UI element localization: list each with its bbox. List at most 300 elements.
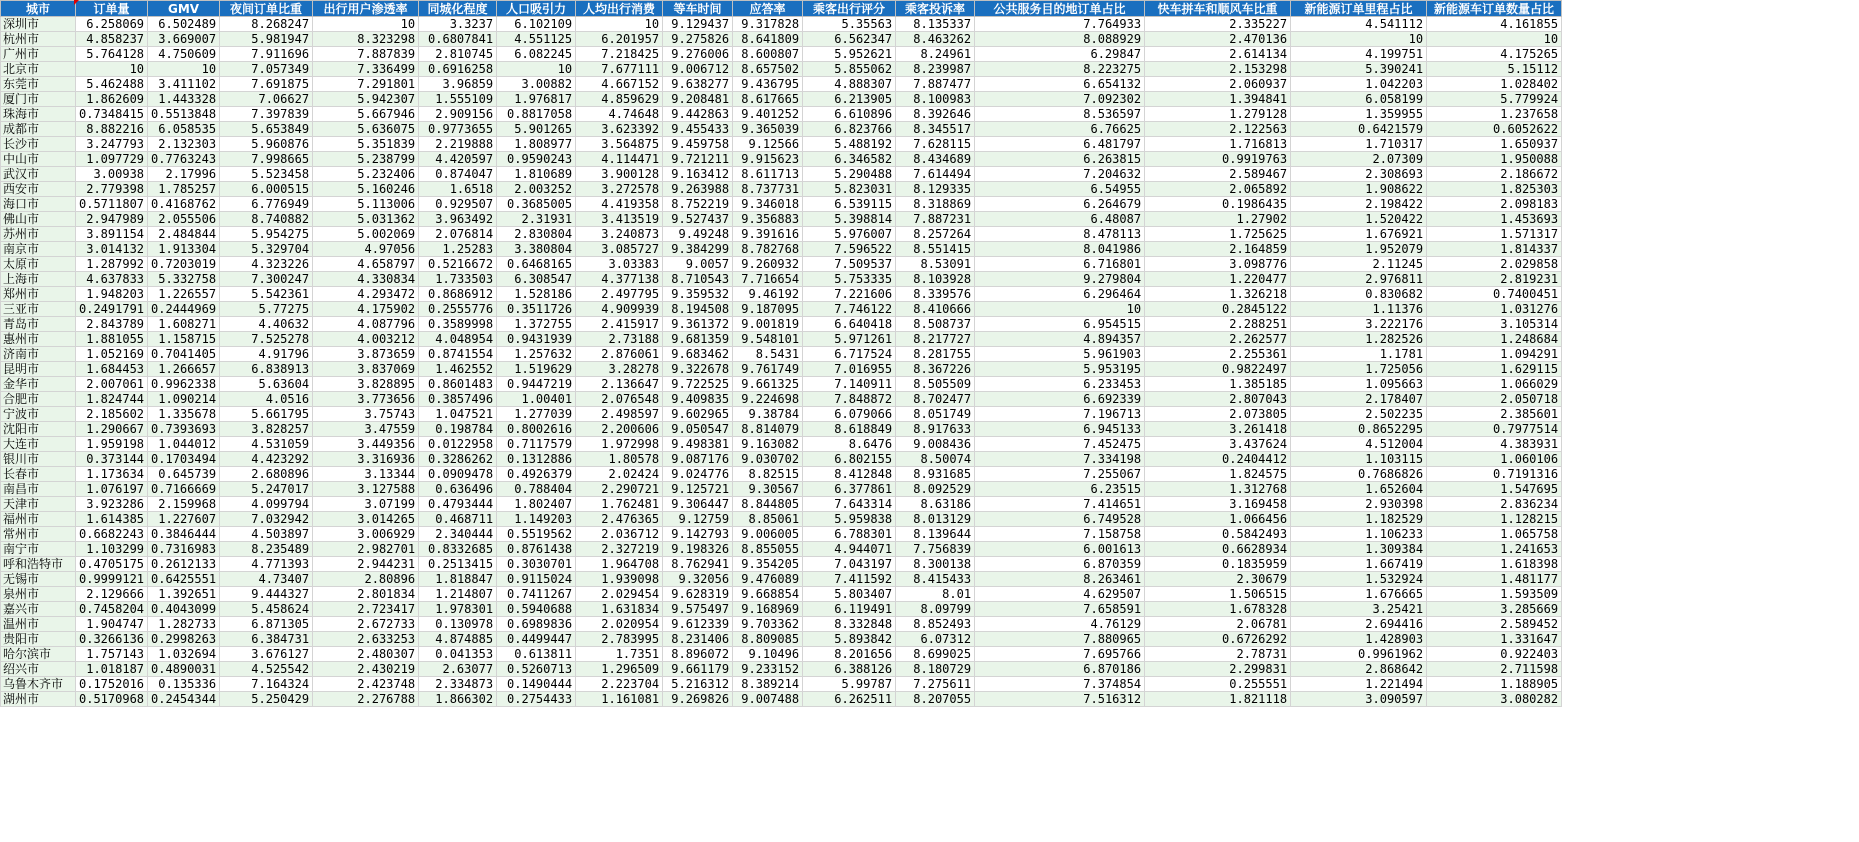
value-cell[interactable]: 9.322678 xyxy=(663,362,733,377)
value-cell[interactable]: 6.76625 xyxy=(975,122,1145,137)
value-cell[interactable]: 0.6916258 xyxy=(419,62,497,77)
value-cell[interactable]: 0.874047 xyxy=(419,167,497,182)
value-cell[interactable]: 1.964708 xyxy=(576,557,663,572)
value-cell[interactable]: 2.290721 xyxy=(576,482,663,497)
value-cell[interactable]: 2.07309 xyxy=(1291,152,1427,167)
value-cell[interactable]: 9.050547 xyxy=(663,422,733,437)
value-cell[interactable]: 7.691875 xyxy=(220,77,313,92)
value-cell[interactable]: 1.453693 xyxy=(1427,212,1562,227)
value-cell[interactable]: 0.5170968 xyxy=(76,692,148,707)
value-cell[interactable]: 2.076548 xyxy=(576,392,663,407)
value-cell[interactable]: 5.667946 xyxy=(313,107,419,122)
value-cell[interactable]: 5.329704 xyxy=(220,242,313,257)
value-cell[interactable]: 0.9919763 xyxy=(1145,152,1291,167)
value-cell[interactable]: 1.506515 xyxy=(1145,587,1291,602)
value-cell[interactable]: 7.334198 xyxy=(975,452,1145,467)
value-cell[interactable]: 2.982701 xyxy=(313,542,419,557)
value-cell[interactable]: 5.160246 xyxy=(313,182,419,197)
city-cell[interactable]: 郑州市 xyxy=(1,287,76,302)
city-cell[interactable]: 大连市 xyxy=(1,437,76,452)
value-cell[interactable]: 2.633253 xyxy=(313,632,419,647)
value-cell[interactable]: 2.219888 xyxy=(419,137,497,152)
value-cell[interactable]: 8.194508 xyxy=(663,302,733,317)
value-cell[interactable]: 6.058199 xyxy=(1291,92,1427,107)
value-cell[interactable]: 3.105314 xyxy=(1427,317,1562,332)
column-header-4[interactable]: 出行用户渗透率 xyxy=(313,1,419,17)
value-cell[interactable]: 0.6726292 xyxy=(1145,632,1291,647)
value-cell[interactable]: 5.002069 xyxy=(313,227,419,242)
value-cell[interactable]: 2.122563 xyxy=(1145,122,1291,137)
value-cell[interactable]: 8.657502 xyxy=(733,62,803,77)
value-cell[interactable]: 0.636496 xyxy=(419,482,497,497)
value-cell[interactable]: 1.326218 xyxy=(1145,287,1291,302)
value-cell[interactable]: 0.8652295 xyxy=(1291,422,1427,437)
value-cell[interactable]: 8.508737 xyxy=(896,317,975,332)
value-cell[interactable]: 6.54955 xyxy=(975,182,1145,197)
value-cell[interactable]: 1.821118 xyxy=(1145,692,1291,707)
value-cell[interactable]: 1.814337 xyxy=(1427,242,1562,257)
value-cell[interactable]: 7.016955 xyxy=(803,362,896,377)
city-cell[interactable]: 珠海市 xyxy=(1,107,76,122)
value-cell[interactable]: 9.703362 xyxy=(733,617,803,632)
value-cell[interactable]: 3.923286 xyxy=(76,497,148,512)
value-cell[interactable]: 5.753335 xyxy=(803,272,896,287)
value-cell[interactable]: 8.463262 xyxy=(896,32,975,47)
value-cell[interactable]: 7.196713 xyxy=(975,407,1145,422)
value-cell[interactable]: 2.076814 xyxy=(419,227,497,242)
value-cell[interactable]: 9.38784 xyxy=(733,407,803,422)
value-cell[interactable]: 2.31931 xyxy=(497,212,576,227)
value-cell[interactable]: 1.824744 xyxy=(76,392,148,407)
value-cell[interactable]: 8.814079 xyxy=(733,422,803,437)
value-cell[interactable]: 9.260932 xyxy=(733,257,803,272)
value-cell[interactable]: 0.4705175 xyxy=(76,557,148,572)
value-cell[interactable]: 8.641809 xyxy=(733,32,803,47)
city-cell[interactable]: 温州市 xyxy=(1,617,76,632)
value-cell[interactable]: 6.233453 xyxy=(975,377,1145,392)
value-cell[interactable]: 2.159968 xyxy=(148,497,220,512)
value-cell[interactable]: 0.5260713 xyxy=(497,662,576,677)
value-cell[interactable]: 6.640418 xyxy=(803,317,896,332)
value-cell[interactable]: 8.762941 xyxy=(663,557,733,572)
city-cell[interactable]: 泉州市 xyxy=(1,587,76,602)
value-cell[interactable]: 9.275826 xyxy=(663,32,733,47)
value-cell[interactable]: 3.261418 xyxy=(1145,422,1291,437)
value-cell[interactable]: 5.250429 xyxy=(220,692,313,707)
value-cell[interactable]: 1.1781 xyxy=(1291,347,1427,362)
value-cell[interactable]: 9.455433 xyxy=(663,122,733,137)
value-cell[interactable]: 6.264679 xyxy=(975,197,1145,212)
value-cell[interactable]: 8.896072 xyxy=(663,647,733,662)
value-cell[interactable]: 2.164859 xyxy=(1145,242,1291,257)
value-cell[interactable]: 0.8817058 xyxy=(497,107,576,122)
value-cell[interactable]: 2.80896 xyxy=(313,572,419,587)
value-cell[interactable]: 0.2491791 xyxy=(76,302,148,317)
value-cell[interactable]: 0.2444969 xyxy=(148,302,220,317)
value-cell[interactable]: 8.505509 xyxy=(896,377,975,392)
value-cell[interactable]: 1.881055 xyxy=(76,332,148,347)
value-cell[interactable]: 6.870186 xyxy=(975,662,1145,677)
value-cell[interactable]: 9.628319 xyxy=(663,587,733,602)
value-cell[interactable]: 4.199751 xyxy=(1291,47,1427,62)
value-cell[interactable]: 8.217727 xyxy=(896,332,975,347)
value-cell[interactable]: 2.480307 xyxy=(313,647,419,662)
value-cell[interactable]: 2.801834 xyxy=(313,587,419,602)
value-cell[interactable]: 7.411592 xyxy=(803,572,896,587)
value-cell[interactable]: 6.001613 xyxy=(975,542,1145,557)
value-cell[interactable]: 3.07199 xyxy=(313,497,419,512)
value-cell[interactable]: 5.971261 xyxy=(803,332,896,347)
value-cell[interactable]: 4.175902 xyxy=(313,302,419,317)
value-cell[interactable]: 1.908622 xyxy=(1291,182,1427,197)
value-cell[interactable]: 2.843789 xyxy=(76,317,148,332)
value-cell[interactable]: 2.335227 xyxy=(1145,17,1291,32)
value-cell[interactable]: 5.893842 xyxy=(803,632,896,647)
value-cell[interactable]: 0.9447219 xyxy=(497,377,576,392)
value-cell[interactable]: 6.562347 xyxy=(803,32,896,47)
value-cell[interactable]: 1.571317 xyxy=(1427,227,1562,242)
value-cell[interactable]: 0.5216672 xyxy=(419,257,497,272)
value-cell[interactable]: 9.661179 xyxy=(663,662,733,677)
value-cell[interactable]: 2.385601 xyxy=(1427,407,1562,422)
value-cell[interactable]: 7.397839 xyxy=(220,107,313,122)
value-cell[interactable]: 2.178407 xyxy=(1291,392,1427,407)
city-cell[interactable]: 杭州市 xyxy=(1,32,76,47)
value-cell[interactable]: 7.336499 xyxy=(313,62,419,77)
value-cell[interactable]: 7.032942 xyxy=(220,512,313,527)
value-cell[interactable]: 1.802407 xyxy=(497,497,576,512)
value-cell[interactable]: 2.470136 xyxy=(1145,32,1291,47)
value-cell[interactable]: 9.269826 xyxy=(663,692,733,707)
value-cell[interactable]: 5.976007 xyxy=(803,227,896,242)
value-cell[interactable]: 1.392651 xyxy=(148,587,220,602)
value-cell[interactable]: 1.762481 xyxy=(576,497,663,512)
value-cell[interactable]: 7.848872 xyxy=(803,392,896,407)
value-cell[interactable]: 1.862609 xyxy=(76,92,148,107)
value-cell[interactable]: 6.788301 xyxy=(803,527,896,542)
value-cell[interactable]: 9.263988 xyxy=(663,182,733,197)
value-cell[interactable]: 5.332758 xyxy=(148,272,220,287)
value-cell[interactable]: 3.669007 xyxy=(148,32,220,47)
value-cell[interactable]: 4.377138 xyxy=(576,272,663,287)
value-cell[interactable]: 0.788404 xyxy=(497,482,576,497)
value-cell[interactable]: 9.361372 xyxy=(663,317,733,332)
value-cell[interactable]: 7.658591 xyxy=(975,602,1145,617)
value-cell[interactable]: 5.216312 xyxy=(663,677,733,692)
city-cell[interactable]: 青岛市 xyxy=(1,317,76,332)
value-cell[interactable]: 1.825303 xyxy=(1427,182,1562,197)
value-cell[interactable]: 0.5711807 xyxy=(76,197,148,212)
value-cell[interactable]: 9.187095 xyxy=(733,302,803,317)
value-cell[interactable]: 9.142793 xyxy=(663,527,733,542)
value-cell[interactable]: 0.468711 xyxy=(419,512,497,527)
value-cell[interactable]: 3.449356 xyxy=(313,437,419,452)
value-cell[interactable]: 1.443328 xyxy=(148,92,220,107)
value-cell[interactable]: 4.771393 xyxy=(220,557,313,572)
value-cell[interactable]: 5.390241 xyxy=(1291,62,1427,77)
value-cell[interactable]: 1.7351 xyxy=(576,647,663,662)
value-cell[interactable]: 4.525542 xyxy=(220,662,313,677)
value-cell[interactable]: 7.596522 xyxy=(803,242,896,257)
value-cell[interactable]: 3.222176 xyxy=(1291,317,1427,332)
column-header-15[interactable]: 新能源车订单数量占比 xyxy=(1427,1,1562,17)
value-cell[interactable]: 1.520422 xyxy=(1291,212,1427,227)
value-cell[interactable]: 1.312768 xyxy=(1145,482,1291,497)
value-cell[interactable]: 7.374854 xyxy=(975,677,1145,692)
value-cell[interactable]: 1.103115 xyxy=(1291,452,1427,467)
value-cell[interactable]: 2.02424 xyxy=(576,467,663,482)
city-cell[interactable]: 上海市 xyxy=(1,272,76,287)
value-cell[interactable]: 0.9773655 xyxy=(419,122,497,137)
value-cell[interactable]: 8.882216 xyxy=(76,122,148,137)
value-cell[interactable]: 2.136647 xyxy=(576,377,663,392)
value-cell[interactable]: 1.149203 xyxy=(497,512,576,527)
value-cell[interactable]: 6.871305 xyxy=(220,617,313,632)
value-cell[interactable]: 0.4890031 xyxy=(148,662,220,677)
value-cell[interactable]: 5.63604 xyxy=(220,377,313,392)
value-cell[interactable]: 2.415917 xyxy=(576,317,663,332)
value-cell[interactable]: 6.23515 xyxy=(975,482,1145,497)
value-cell[interactable]: 9.638277 xyxy=(663,77,733,92)
value-cell[interactable]: 2.185602 xyxy=(76,407,148,422)
value-cell[interactable]: 6.296464 xyxy=(975,287,1145,302)
value-cell[interactable]: 0.7686826 xyxy=(1291,467,1427,482)
value-cell[interactable]: 1.904747 xyxy=(76,617,148,632)
value-cell[interactable]: 3.413519 xyxy=(576,212,663,227)
value-cell[interactable]: 0.8002616 xyxy=(497,422,576,437)
value-cell[interactable]: 1.710317 xyxy=(1291,137,1427,152)
city-cell[interactable]: 沈阳市 xyxy=(1,422,76,437)
value-cell[interactable]: 5.636075 xyxy=(313,122,419,137)
value-cell[interactable]: 4.874885 xyxy=(419,632,497,647)
value-cell[interactable]: 1.335678 xyxy=(148,407,220,422)
value-cell[interactable]: 5.942307 xyxy=(313,92,419,107)
value-cell[interactable]: 7.140911 xyxy=(803,377,896,392)
value-cell[interactable]: 3.411102 xyxy=(148,77,220,92)
value-cell[interactable]: 2.589467 xyxy=(1145,167,1291,182)
value-cell[interactable]: 1.065758 xyxy=(1427,527,1562,542)
value-cell[interactable]: 0.9962338 xyxy=(148,377,220,392)
column-header-5[interactable]: 同城化程度 xyxy=(419,1,497,17)
value-cell[interactable]: 9.233152 xyxy=(733,662,803,677)
city-cell[interactable]: 北京市 xyxy=(1,62,76,77)
value-cell[interactable]: 8.5431 xyxy=(733,347,803,362)
city-cell[interactable]: 惠州市 xyxy=(1,332,76,347)
value-cell[interactable]: 8.103928 xyxy=(896,272,975,287)
value-cell[interactable]: 2.476365 xyxy=(576,512,663,527)
value-cell[interactable]: 7.255067 xyxy=(975,467,1145,482)
value-cell[interactable]: 7.746122 xyxy=(803,302,896,317)
value-cell[interactable]: 8.24961 xyxy=(896,47,975,62)
value-cell[interactable]: 0.0122958 xyxy=(419,437,497,452)
value-cell[interactable]: 0.6052622 xyxy=(1427,122,1562,137)
value-cell[interactable]: 5.238799 xyxy=(313,152,419,167)
value-cell[interactable]: 9.306447 xyxy=(663,497,733,512)
value-cell[interactable]: 2.909156 xyxy=(419,107,497,122)
column-header-14[interactable]: 新能源订单里程占比 xyxy=(1291,1,1427,17)
value-cell[interactable]: 9.498381 xyxy=(663,437,733,452)
value-cell[interactable]: 1.6518 xyxy=(419,182,497,197)
value-cell[interactable]: 1.128215 xyxy=(1427,512,1562,527)
value-cell[interactable]: 2.255361 xyxy=(1145,347,1291,362)
value-cell[interactable]: 1.066456 xyxy=(1145,512,1291,527)
value-cell[interactable]: 1.094291 xyxy=(1427,347,1562,362)
value-cell[interactable]: 4.76129 xyxy=(975,617,1145,632)
value-cell[interactable]: 0.2998263 xyxy=(148,632,220,647)
value-cell[interactable]: 8.223275 xyxy=(975,62,1145,77)
value-cell[interactable]: 9.46192 xyxy=(733,287,803,302)
value-cell[interactable]: 9.008436 xyxy=(896,437,975,452)
value-cell[interactable]: 5.458624 xyxy=(220,602,313,617)
column-header-0[interactable]: 城市 xyxy=(1,1,76,17)
value-cell[interactable]: 0.7393693 xyxy=(148,422,220,437)
value-cell[interactable]: 5.351839 xyxy=(313,137,419,152)
value-cell[interactable]: 0.3685005 xyxy=(497,197,576,212)
value-cell[interactable]: 0.130978 xyxy=(419,617,497,632)
value-cell[interactable]: 5.031362 xyxy=(313,212,419,227)
value-cell[interactable]: 0.8761438 xyxy=(497,542,576,557)
value-cell[interactable]: 3.25421 xyxy=(1291,602,1427,617)
value-cell[interactable]: 1.287992 xyxy=(76,257,148,272)
value-cell[interactable]: 5.99787 xyxy=(803,677,896,692)
value-cell[interactable]: 0.1703494 xyxy=(148,452,220,467)
value-cell[interactable]: 8.235489 xyxy=(220,542,313,557)
value-cell[interactable]: 1.667419 xyxy=(1291,557,1427,572)
value-cell[interactable]: 0.5842493 xyxy=(1145,527,1291,542)
value-cell[interactable]: 3.098776 xyxy=(1145,257,1291,272)
value-cell[interactable]: 0.5513848 xyxy=(148,107,220,122)
value-cell[interactable]: 0.5940688 xyxy=(497,602,576,617)
city-cell[interactable]: 长春市 xyxy=(1,467,76,482)
value-cell[interactable]: 8.699025 xyxy=(896,647,975,662)
value-cell[interactable]: 3.3237 xyxy=(419,17,497,32)
value-cell[interactable]: 2.11245 xyxy=(1291,257,1427,272)
value-cell[interactable]: 8.129335 xyxy=(896,182,975,197)
value-cell[interactable]: 8.478113 xyxy=(975,227,1145,242)
value-cell[interactable]: 5.764128 xyxy=(76,47,148,62)
value-cell[interactable]: 6.308547 xyxy=(497,272,576,287)
value-cell[interactable]: 9.346018 xyxy=(733,197,803,212)
value-cell[interactable]: 6.29847 xyxy=(975,47,1145,62)
value-cell[interactable]: 8.345517 xyxy=(896,122,975,137)
value-cell[interactable]: 1.220477 xyxy=(1145,272,1291,287)
value-cell[interactable]: 3.873659 xyxy=(313,347,419,362)
value-cell[interactable]: 9.030702 xyxy=(733,452,803,467)
value-cell[interactable]: 0.830682 xyxy=(1291,287,1427,302)
value-cell[interactable]: 8.201656 xyxy=(803,647,896,662)
value-cell[interactable]: 4.423292 xyxy=(220,452,313,467)
value-cell[interactable]: 0.2754433 xyxy=(497,692,576,707)
value-cell[interactable]: 0.3846444 xyxy=(148,527,220,542)
city-cell[interactable]: 苏州市 xyxy=(1,227,76,242)
value-cell[interactable]: 5.77275 xyxy=(220,302,313,317)
value-cell[interactable]: 4.420597 xyxy=(419,152,497,167)
value-cell[interactable]: 9.915623 xyxy=(733,152,803,167)
value-cell[interactable]: 2.614134 xyxy=(1145,47,1291,62)
value-cell[interactable]: 7.764933 xyxy=(975,17,1145,32)
value-cell[interactable]: 7.509537 xyxy=(803,257,896,272)
value-cell[interactable]: 7.614494 xyxy=(896,167,975,182)
city-cell[interactable]: 宁波市 xyxy=(1,407,76,422)
value-cell[interactable]: 2.060937 xyxy=(1145,77,1291,92)
value-cell[interactable]: 2.073805 xyxy=(1145,407,1291,422)
value-cell[interactable]: 3.623392 xyxy=(576,122,663,137)
value-cell[interactable]: 8.389214 xyxy=(733,677,803,692)
value-cell[interactable]: 1.042203 xyxy=(1291,77,1427,92)
column-header-1[interactable]: 订单量 xyxy=(76,1,148,17)
value-cell[interactable]: 1.629115 xyxy=(1427,362,1562,377)
value-cell[interactable]: 3.891154 xyxy=(76,227,148,242)
value-cell[interactable]: 2.098183 xyxy=(1427,197,1562,212)
value-cell[interactable]: 2.132303 xyxy=(148,137,220,152)
value-cell[interactable]: 1.785257 xyxy=(148,182,220,197)
value-cell[interactable]: 2.947989 xyxy=(76,212,148,227)
value-cell[interactable]: 2.17996 xyxy=(148,167,220,182)
value-cell[interactable]: 0.2612133 xyxy=(148,557,220,572)
value-cell[interactable]: 6.07312 xyxy=(896,632,975,647)
value-cell[interactable]: 2.055506 xyxy=(148,212,220,227)
value-cell[interactable]: 2.694416 xyxy=(1291,617,1427,632)
city-cell[interactable]: 嘉兴市 xyxy=(1,602,76,617)
value-cell[interactable]: 0.9590243 xyxy=(497,152,576,167)
value-cell[interactable]: 2.810745 xyxy=(419,47,497,62)
value-cell[interactable]: 3.00938 xyxy=(76,167,148,182)
value-cell[interactable]: 6.48087 xyxy=(975,212,1145,227)
value-cell[interactable]: 1.725625 xyxy=(1145,227,1291,242)
value-cell[interactable]: 6.539115 xyxy=(803,197,896,212)
value-cell[interactable]: 9.276006 xyxy=(663,47,733,62)
city-cell[interactable]: 厦门市 xyxy=(1,92,76,107)
value-cell[interactable]: 3.006929 xyxy=(313,527,419,542)
value-cell[interactable]: 2.819231 xyxy=(1427,272,1562,287)
value-cell[interactable]: 8.412848 xyxy=(803,467,896,482)
value-cell[interactable]: 9.129437 xyxy=(663,17,733,32)
value-cell[interactable]: 4.658797 xyxy=(313,257,419,272)
value-cell[interactable]: 6.870359 xyxy=(975,557,1145,572)
value-cell[interactable]: 0.8601483 xyxy=(419,377,497,392)
value-cell[interactable]: 4.858237 xyxy=(76,32,148,47)
value-cell[interactable]: 2.672733 xyxy=(313,617,419,632)
value-cell[interactable]: 8.702477 xyxy=(896,392,975,407)
value-cell[interactable]: 3.75743 xyxy=(313,407,419,422)
value-cell[interactable]: 2.498597 xyxy=(576,407,663,422)
value-cell[interactable]: 5.961903 xyxy=(975,347,1145,362)
city-cell[interactable]: 银川市 xyxy=(1,452,76,467)
value-cell[interactable]: 5.901265 xyxy=(497,122,576,137)
column-header-9[interactable]: 应答率 xyxy=(733,1,803,17)
value-cell[interactable]: 0.613811 xyxy=(497,647,576,662)
value-cell[interactable]: 9.721211 xyxy=(663,152,733,167)
value-cell[interactable]: 5.953195 xyxy=(975,362,1145,377)
value-cell[interactable]: 4.91796 xyxy=(220,347,313,362)
value-cell[interactable]: 4.888307 xyxy=(803,77,896,92)
value-cell[interactable]: 9.384299 xyxy=(663,242,733,257)
value-cell[interactable]: 6.388126 xyxy=(803,662,896,677)
value-cell[interactable]: 9.476089 xyxy=(733,572,803,587)
value-cell[interactable]: 2.711598 xyxy=(1427,662,1562,677)
value-cell[interactable]: 0.6989836 xyxy=(497,617,576,632)
value-cell[interactable]: 10 xyxy=(975,302,1145,317)
value-cell[interactable]: 1.214807 xyxy=(419,587,497,602)
value-cell[interactable]: 4.114471 xyxy=(576,152,663,167)
value-cell[interactable]: 2.334873 xyxy=(419,677,497,692)
value-cell[interactable]: 1.241653 xyxy=(1427,542,1562,557)
value-cell[interactable]: 1.309384 xyxy=(1291,542,1427,557)
value-cell[interactable]: 1.913304 xyxy=(148,242,220,257)
value-cell[interactable]: 3.285669 xyxy=(1427,602,1562,617)
value-cell[interactable]: 2.276788 xyxy=(313,692,419,707)
value-cell[interactable]: 4.503897 xyxy=(220,527,313,542)
